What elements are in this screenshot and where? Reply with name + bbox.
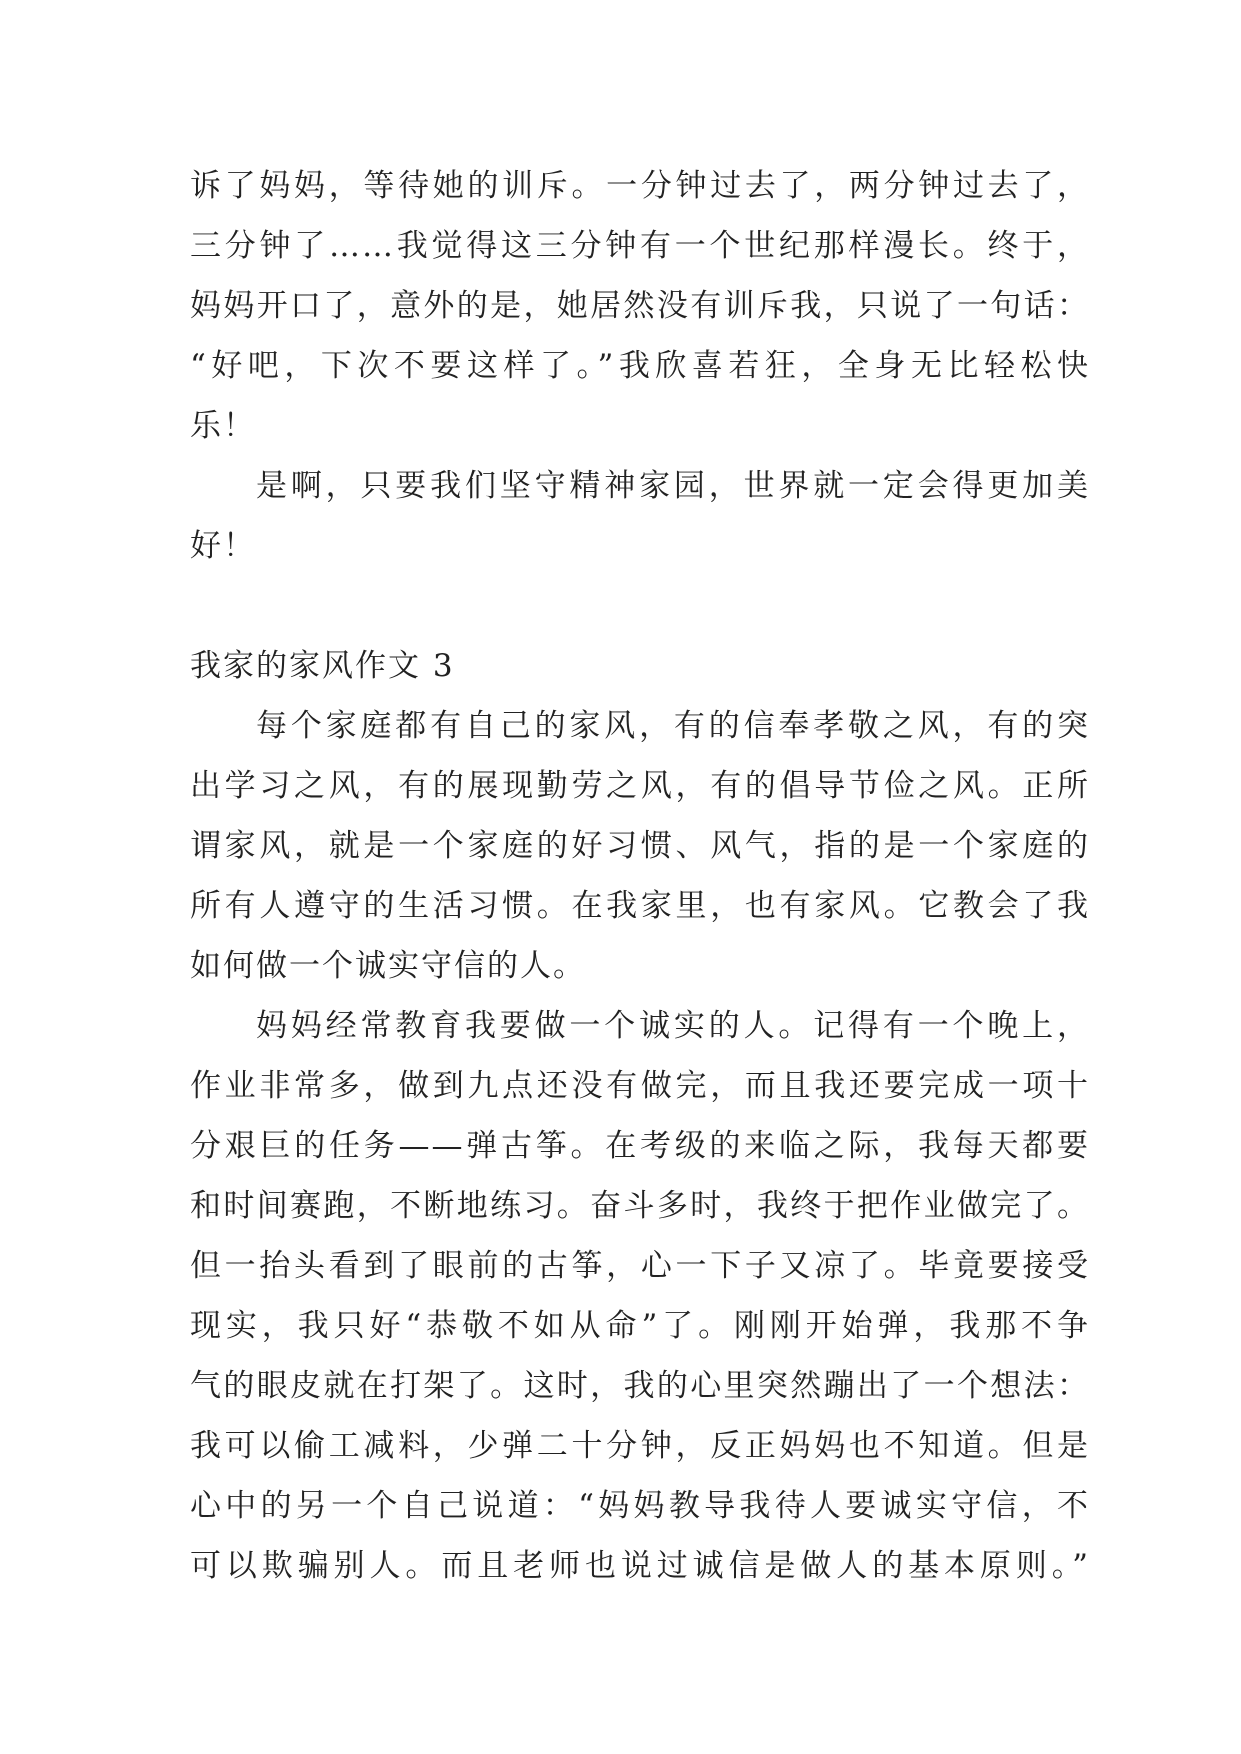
text-line: 诉了妈妈，等待她的训斥。一分钟过去了，两分钟过去了， xyxy=(190,168,1090,204)
text-line: 三分钟了……我觉得这三分钟有一个世纪那样漫长。终于， xyxy=(190,228,1090,264)
paragraph-4 xyxy=(190,996,1090,1596)
text-line: 我可以偷工减料，少弹二十分钟，反正妈妈也不知道。但是 xyxy=(190,1428,1090,1464)
text-line: 作业非常多，做到九点还没有做完，而且我还要完成一项十 xyxy=(190,1068,1090,1104)
section-gap xyxy=(190,576,1090,636)
document-body xyxy=(190,156,1090,1596)
text-line: 分艰巨的任务——弹古筝。在考级的来临之际，我每天都要 xyxy=(190,1128,1090,1164)
text-line: 妈妈开口了，意外的是，她居然没有训斥我，只说了一句话： xyxy=(190,288,1090,324)
text-line: 妈妈经常教育我要做一个诚实的人。记得有一个晚上， xyxy=(256,1008,1090,1044)
text-line: 和时间赛跑，不断地练习。奋斗多时，我终于把作业做完了。 xyxy=(190,1188,1090,1224)
text-line: 可以欺骗别人。而且老师也说过诚信是做人的基本原则。” xyxy=(190,1548,1090,1584)
text-line: 现实，我只好“恭敬不如从命”了。刚刚开始弹，我那不争 xyxy=(190,1308,1090,1344)
paragraph-1 xyxy=(190,156,1090,456)
text-line: 乐！ xyxy=(190,408,256,444)
text-line: 所有人遵守的生活习惯。在我家里，也有家风。它教会了我 xyxy=(190,888,1090,924)
text-line: 心中的另一个自己说道：“妈妈教导我待人要诚实守信，不 xyxy=(190,1488,1090,1524)
text-line: 是啊，只要我们坚守精神家园，世界就一定会得更加美 xyxy=(256,468,1090,504)
paragraph-2 xyxy=(190,456,1090,576)
text-line: 出学习之风，有的展现勤劳之风，有的倡导节俭之风。正所 xyxy=(190,768,1090,804)
text-line: 每个家庭都有自己的家风，有的信奉孝敬之风，有的突 xyxy=(256,708,1090,744)
text-line: 气的眼皮就在打架了。这时，我的心里突然蹦出了一个想法： xyxy=(190,1368,1090,1404)
text-line: 如何做一个诚实守信的人。 xyxy=(190,948,586,984)
text-line: 好！ xyxy=(190,528,256,564)
text-line: 谓家风，就是一个家庭的好习惯、风气，指的是一个家庭的 xyxy=(190,828,1090,864)
text-line: “好吧，下次不要这样了。”我欣喜若狂，全身无比轻松快 xyxy=(190,348,1090,384)
paragraph-3 xyxy=(190,696,1090,996)
text-line: 但一抬头看到了眼前的古筝，心一下子又凉了。毕竟要接受 xyxy=(190,1248,1090,1284)
section-title: 我家的家风作文 3 xyxy=(190,648,455,684)
